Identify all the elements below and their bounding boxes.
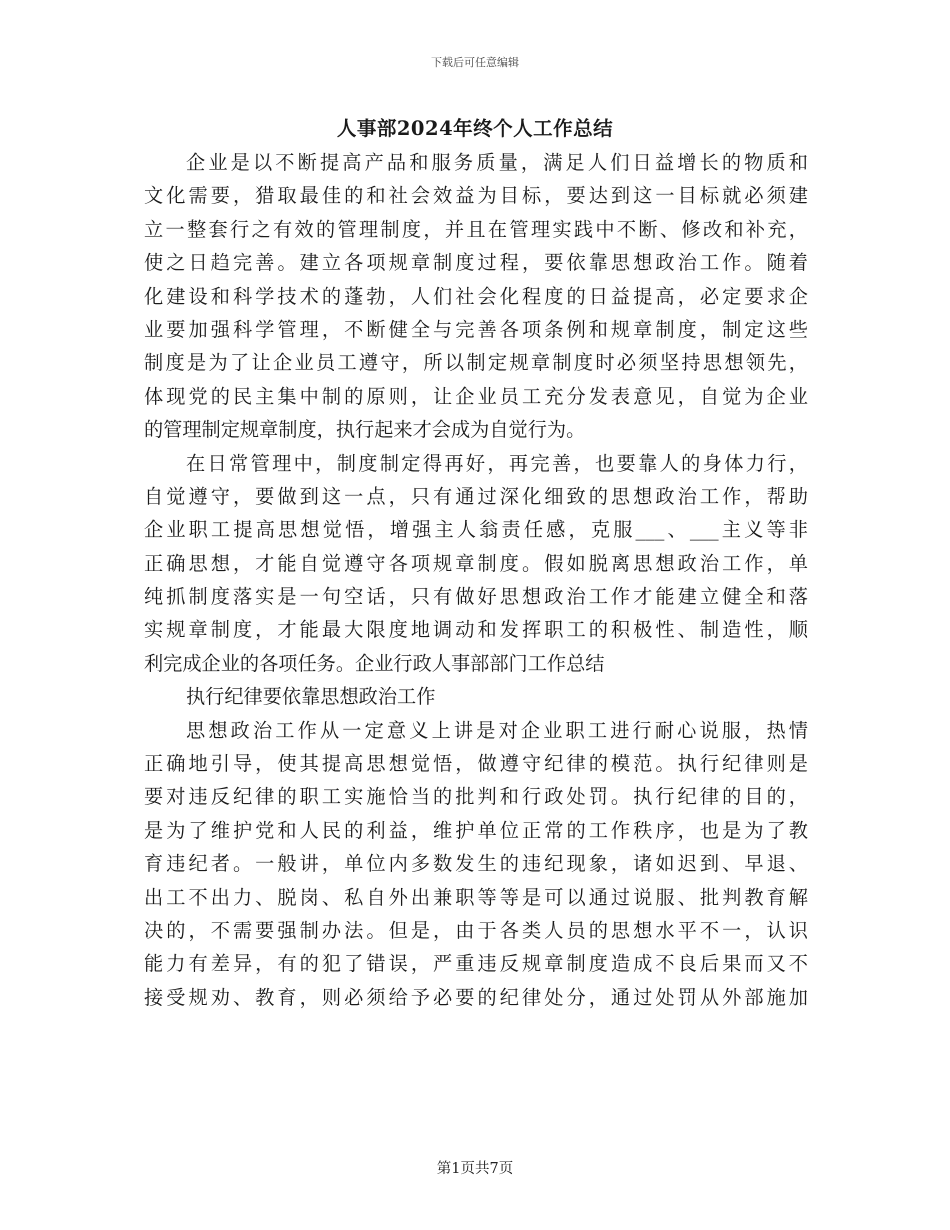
text-line: 文化需要，猎取最佳的和社会效益为目标，要达到这一目标就必须建 (144, 184, 808, 208)
text-line: 能力有差异，有的犯了错误，严重违反规章制度造成不良后果而又不 (144, 952, 808, 976)
text-line: 使之日趋完善。建立各项规章制度过程，要依靠思想政治工作。随着 (144, 251, 808, 275)
text-line: 正确地引导，使其提高思想觉悟，做遵守纪律的模范。执行纪律则是 (144, 752, 808, 776)
text-line: 制度是为了让企业员工遵守，所以制定规章制度时必须坚持思想领先， (144, 351, 808, 375)
text-line: 决的，不需要强制办法。但是，由于各类人员的思想水平不一，认识 (144, 918, 808, 942)
text-line: 的管理制定规章制度，执行起来才会成为自觉行为。 (144, 418, 586, 442)
text-line: 是为了维护党和人民的利益，维护单位正常的工作秩序，也是为了教 (144, 818, 808, 842)
text-line: 体现党的民主集中制的原则，让企业员工充分发表意见，自觉为企业 (144, 384, 808, 408)
text-line: 在日常管理中，制度制定得再好，再完善，也要靠人的身体力行， (186, 451, 808, 475)
text-line: 业要加强科学管理，不断健全与完善各项条例和规章制度，制定这些 (144, 317, 808, 341)
text-line: 要对违反纪律的职工实施恰当的批判和行政处罚。执行纪律的目的， (144, 785, 808, 809)
text-line: 自觉遵守，要做到这一点，只有通过深化细致的思想政治工作，帮助 (144, 484, 808, 508)
page-number-footer: 第1页共7页 (436, 1161, 514, 1177)
text-line: 利完成企业的各项任务。企业行政人事部部门工作总结 (144, 651, 605, 675)
text-line: 企业是以不断提高产品和服务质量，满足人们日益增长的物质和 (186, 151, 808, 174)
text-line: 企业职工提高思想觉悟，增强主人翁责任感，克服___、___主义等非 (144, 518, 808, 542)
page-header-note: 下载后可任意编辑 (431, 56, 519, 69)
text-line: 实规章制度，才能最大限度地调动和发挥职工的积极性、制造性，顺 (144, 618, 808, 642)
document-body (144, 146, 808, 1014)
text-line: 化建设和科学技术的蓬勃，人们社会化程度的日益提高，必定要求企 (144, 284, 808, 308)
section-heading-line: 执行纪律要依靠思想政治工作 (186, 685, 436, 709)
text-line: 纯抓制度落实是一句空话，只有做好思想政治工作才能建立健全和落 (144, 585, 808, 609)
text-line: 接受规劝、教育，则必须给予必要的纪律处分，通过处罚从外部施加 (144, 985, 808, 1009)
document-title: 人事部2024年终个人工作总结 (336, 117, 614, 140)
text-line: 正确思想，才能自觉遵守各项规章制度。假如脱离思想政治工作，单 (144, 551, 808, 575)
text-line: 出工不出力、脱岗、私自外出兼职等等是可以通过说服、批判教育解 (144, 885, 808, 909)
text-line: 立一整套行之有效的管理制度，并且在管理实践中不断、修改和补充， (144, 217, 808, 241)
text-line: 思想政治工作从一定意义上讲是对企业职工进行耐心说服，热情 (186, 718, 808, 742)
text-line: 育违纪者。一般讲，单位内多数发生的违纪现象，诸如迟到、早退、 (144, 852, 808, 876)
